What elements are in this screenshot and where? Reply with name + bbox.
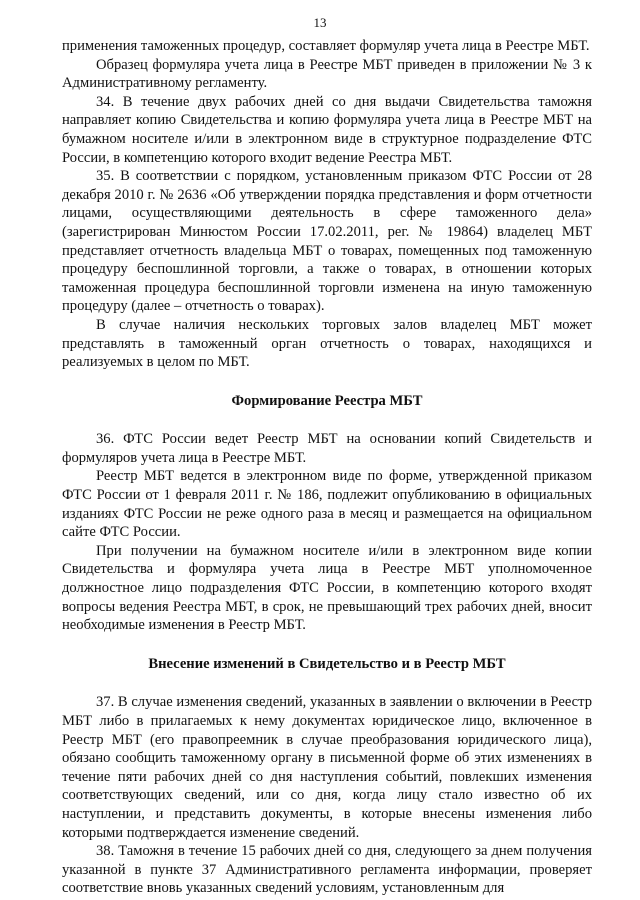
paragraph-35: 35. В соответствии с порядком, установленным приказом ФТС России от 28 декабря 2010 г. № 2636 «Об утверждении порядка представления и форм отчетности лицами, осуществляющими деятельность в сфере таможенного дела» (зарегистрирован Минюстом России 17.02.2011, рег. № 19864) владелец МБТ представляет отчетность владельца МБТ о товарах, помещенных под таможенную процедуру беспошлинной торговли, а также о товарах, в отношении которых таможенная процедура беспошлинной торговли изменена на иную таможенную процедуру (далее – отчетность о товарах). xyxy=(62,168,592,315)
spacer xyxy=(62,410,592,430)
paragraph-multiple-halls: В случае наличия нескольких торговых залов владелец МБТ может представлять в таможенный орган отчетность о товарах, находящихся и реализуемых в целом по МБТ. xyxy=(62,316,592,371)
paragraph-36: 36. ФТС России ведет Реестр МБТ на основании копий Свидетельств и формуляров учета лица в Реестре МБТ. xyxy=(62,431,592,466)
section-heading-registry-formation: Формирование Реестра МБТ xyxy=(231,392,423,409)
paragraph-34: 34. В течение двух рабочих дней со дня выдачи Свидетельства таможня направляет копию Свидетельства и копию формуляра учета лица в Реестре МБТ на бумажном носителе и/или в электронном виде в структурное подразделение ФТС России, в компетенцию которого входит ведение Реестра МБТ. xyxy=(62,93,592,166)
section-heading-amendments: Внесение изменений в Свидетельство и в Реестр МБТ xyxy=(148,655,506,672)
spacer xyxy=(62,635,592,655)
spacer xyxy=(62,372,592,392)
spacer xyxy=(62,673,592,693)
paragraph-registry-update: При получении на бумажном носителе и/или в электронном виде копии Свидетельства и формуляра учета лица в Реестре МБТ уполномоченное должностное лицо подразделения ФТС России, в компетенцию которого входят вопросы ведения Реестра МБТ, в срок, не превышающий трех рабочих дней, вносит необходимые изменения в Реестр МБТ. xyxy=(62,542,592,634)
paragraph-38: 38. Таможня в течение 15 рабочих дней со дня, следующего за днем получения указанной в пункте 37 Административного регламента информации, проверяет соответствие вновь указанных сведений условиям, установленным для xyxy=(62,843,592,897)
paragraph-registry-electronic: Реестр МБТ ведется в электронном виде по форме, утвержденной приказом ФТС России от 1 февраля 2011 г. № 186, подлежит опубликованию в официальных изданиях ФТС России не реже одного раза в месяц и размещается на официальном сайте ФТС России. xyxy=(62,468,592,541)
page-number: 13 xyxy=(313,15,327,30)
paragraph-form-sample: Образец формуляра учета лица в Реестре МБТ приведен в приложении № 3 к Административному регламенту. xyxy=(62,56,592,92)
paragraph-continuation: применения таможенных процедур, составляет формуляр учета лица в Реестре МБТ. xyxy=(62,38,590,54)
document-body xyxy=(62,37,592,898)
paragraph-37: 37. В случае изменения сведений, указанных в заявлении о включении в Реестр МБТ либо в прилагаемых к нему документах юридическое лицо, включенное в Реестр МБТ (его правопреемник в случае преобразования юридического лица), обязано сообщить таможенному органу в письменной форме об этих изменениях в течение пяти рабочих дней со дня наступления событий, повлекших изменения соответствующих сведений, или со дня, когда лицу стало известно об их наступлении, и представить документы, в которые внесены изменения либо которыми подтверждается изменение сведений. xyxy=(62,694,592,841)
